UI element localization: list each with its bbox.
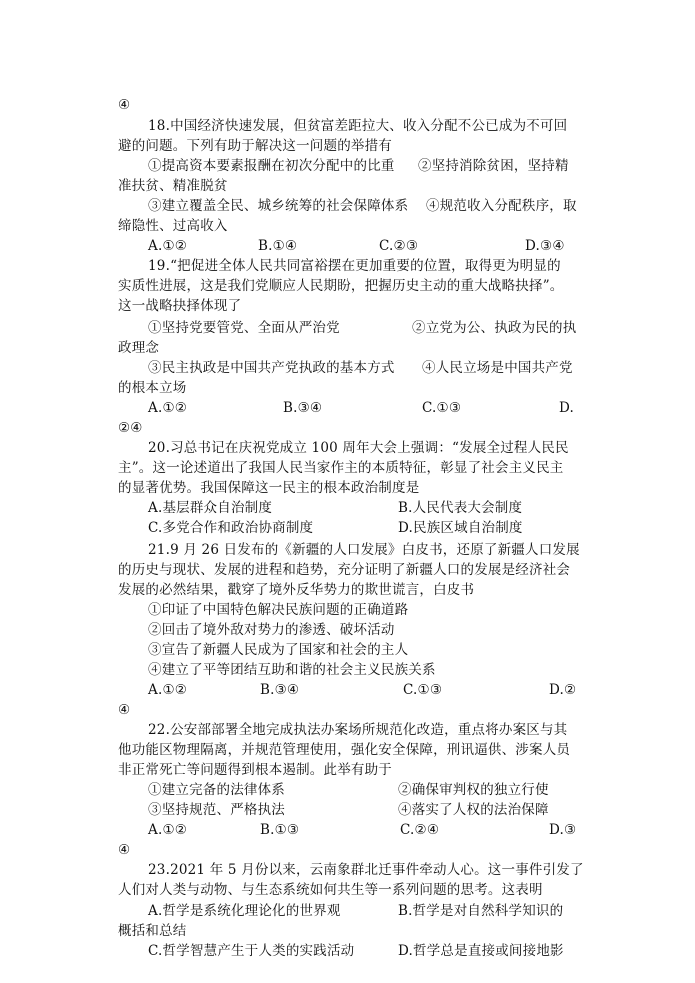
text-line: D.③	[549, 822, 577, 838]
text-line: C.②③	[379, 238, 419, 254]
text-line: 23.2021 年 5 月份以来，云南象群北迁事件牵动人心。这一事件引发了	[148, 862, 584, 878]
text-line: B.③④	[283, 400, 323, 416]
text-line: ②确保审判权的独立行使	[398, 782, 549, 798]
text-line: ②立党为公、执政为民的执	[412, 320, 577, 336]
text-line: ④人民立场是中国共产党	[422, 360, 573, 376]
text-line: C.多党合作和政治协商制度	[148, 520, 314, 536]
text-line: C.①③	[403, 682, 443, 698]
text-line: 概括和总结	[118, 923, 187, 939]
text-line: 的显著优势。我国保障这一民主的根本政治制度是	[118, 480, 420, 496]
text-line: 20.习总书记在庆祝党成立 100 周年大会上强调：“发展全过程人民民	[148, 440, 569, 456]
text-line: B.哲学是对自然科学知识的	[398, 903, 564, 919]
text-line: ②坚持消除贫困，坚持精	[418, 158, 569, 174]
text-line: 他功能区物理隔离，并规范管理使用，强化安全保障，刑讯逼供、涉案人员	[118, 742, 571, 758]
text-line: D.	[559, 400, 575, 416]
text-line: 政理念	[118, 340, 160, 356]
text-line: 19.“把促进全体人民共同富裕摆在更加重要的位置，取得更为明显的	[148, 258, 561, 274]
text-line: 准扶贫、精准脱贫	[118, 178, 228, 194]
text-line: ③坚持规范、严格执法	[148, 802, 285, 818]
text-line: C.②④	[400, 822, 440, 838]
text-line: A.基层群众自治制度	[148, 500, 273, 516]
text-line: ④	[118, 842, 131, 858]
text-line: ④	[118, 702, 131, 718]
text-line: 22.公安部部署全地完成执法办案场所规范化改造，重点将办案区与其	[148, 722, 568, 738]
text-line: D.③④	[525, 238, 565, 254]
text-line: 主”。这一论述道出了我国人民当家作主的本质特征，彰显了社会主义民主	[118, 460, 564, 476]
text-line: D.哲学总是直接或间接地影	[398, 943, 564, 959]
text-line: C.①③	[422, 400, 462, 416]
text-line: B.③④	[260, 682, 300, 698]
text-line: 非正常死亡等问题得到根本遏制。此举有助于	[118, 762, 392, 778]
text-line: 避的问题。下列有助于解决这一问题的举措有	[118, 138, 392, 154]
text-line: ④规范收入分配秩序，取	[426, 198, 577, 214]
text-line: ③建立覆盖全民、城乡统筹的社会保障体系	[148, 198, 409, 214]
text-line: 的根本立场	[118, 380, 187, 396]
text-line: A.①②	[148, 400, 188, 416]
text-line: 人们对人类与动物、与生态系统如何共生等一系列问题的思考。这表明	[118, 882, 543, 898]
text-line: D.②	[549, 682, 577, 698]
text-line: B.人民代表大会制度	[398, 500, 523, 516]
text-line: ④建立了平等团结互助和谐的社会主义民族关系	[148, 662, 436, 678]
text-line: 18.中国经济快速发展，但贫富差距拉大、收入分配不公已成为不可回	[148, 118, 568, 134]
text-line: D.民族区域自治制度	[398, 520, 523, 536]
text-line: B.①③	[260, 822, 300, 838]
text-line: C.哲学智慧产生于人类的实践活动	[148, 943, 355, 959]
text-line: ①提高资本要素报酬在初次分配中的比重	[148, 158, 395, 174]
text-line: A.哲学是系统化理论化的世界观	[148, 903, 341, 919]
text-line: ②回击了境外敌对势力的渗透、破坏活动	[148, 622, 395, 638]
text-line: A.①②	[148, 682, 188, 698]
text-line: 缔隐性、过高收入	[118, 218, 228, 234]
text-line: 的历史与现状、发展的进程和趋势，充分证明了新疆人口的发展是经济社会	[118, 562, 571, 578]
text-line: ③宣告了新疆人民成为了国家和社会的主人	[148, 642, 409, 658]
text-line: 21.9 月 26 日发布的《新疆的人口发展》白皮书，还原了新疆人口发展	[148, 542, 580, 558]
text-line: ①印证了中国特色解决民族问题的正确道路	[148, 602, 409, 618]
text-line: A.①②	[148, 238, 188, 254]
text-line: 发展的必然结果，戳穿了境外反华势力的欺世谎言，白皮书	[118, 582, 475, 598]
text-line: ④落实了人权的法治保障	[398, 802, 549, 818]
text-line: ①坚持党要管党、全面从严治党	[148, 320, 340, 336]
text-line: A.①②	[148, 822, 188, 838]
text-line: ①建立完备的法律体系	[148, 782, 285, 798]
text-line: 实质性进展，这是我们党顺应人民期盼，把握历史主动的重大战略抉择”。	[118, 278, 564, 294]
text-line: ④	[118, 97, 131, 113]
text-line: 这一战略抉择体现了	[118, 298, 242, 314]
text-line: ③民主执政是中国共产党执政的基本方式	[148, 360, 395, 376]
text-line: B.①④	[258, 238, 298, 254]
text-line: ②④	[118, 420, 143, 436]
